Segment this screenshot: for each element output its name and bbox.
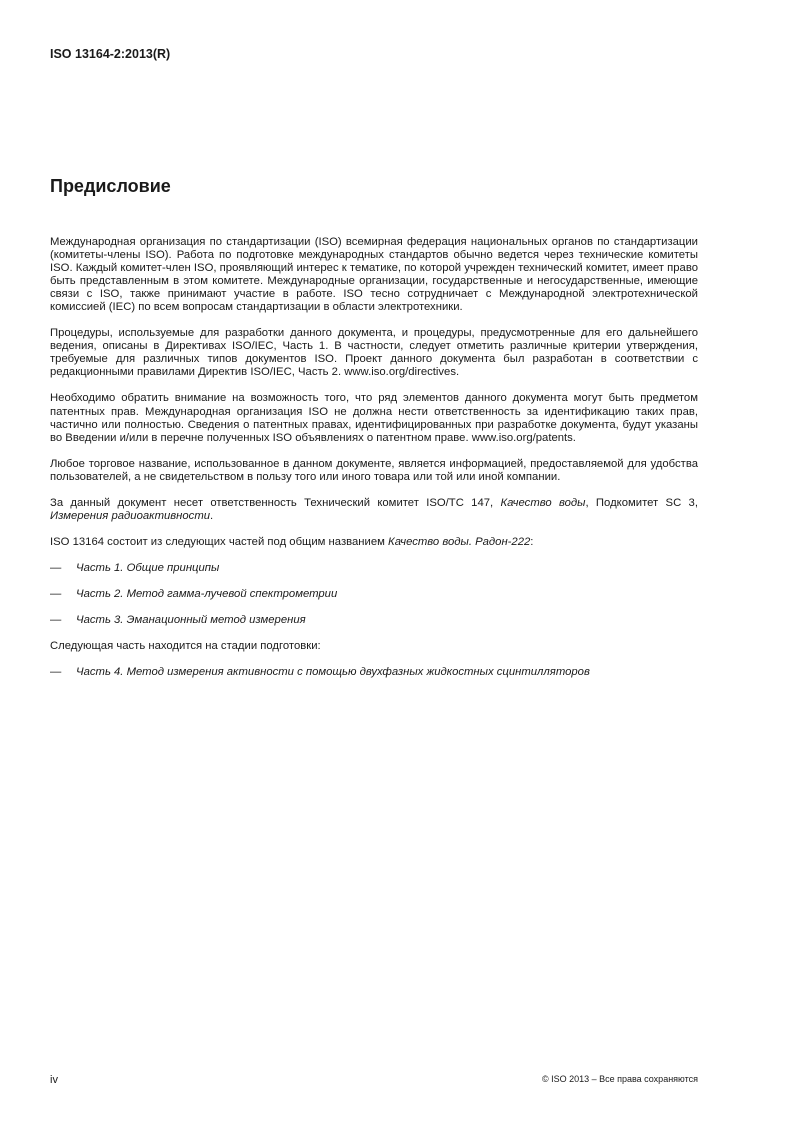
paragraph-procedures: Процедуры, используемые для разработки данного документа, и процедуры, предусмотренные для его дальнейшего ведения, описаны в Директивах ISO/IEC, Часть 1. В частности, следует отметить различные критерии утверждения, требуемые для различных типов документов ISO. Проект данного документа был разработан в соответствии с редакционными правилами Директив ISO/IEC, Часть 2. www.iso.org/directives. <box>50 327 698 379</box>
dash-bullet: — <box>50 613 62 626</box>
dash-bullet: — <box>50 666 62 679</box>
list-item-part-4 <box>50 666 698 679</box>
subcommittee-title: Измерения радиоактивности <box>50 509 211 522</box>
paragraph-iso-organization: Международная организация по стандартизации (ISO) всемирная федерация национальных органов по стандартизации (комитеты-члены ISO). Работа по подготовке международных стандартов обычно ведется через технические комитеты ISO. Каждый комитет-член ISO, проявляющий интерес к тематике, по которой учрежден технический комитет, имеет право быть представленным в этом комитете. Международные организации, государственные и негосударственные, имеющие связи с ISO, также принимают участие в работе. ISO тесно сотрудничает с Международной электротехнической комиссией (IEC) по всем вопросам стандартизации в области электротехники. <box>50 236 698 314</box>
responsibility-text-2: , Подкомитет SC 3, <box>585 496 698 509</box>
parts-intro-text: ISO 13164 состоит из следующих частей под общим названием <box>50 535 389 548</box>
dash-bullet: — <box>50 561 62 574</box>
document-body <box>50 236 698 692</box>
series-title: Качество воды. Радон-222 <box>388 535 531 548</box>
list-item-part-1 <box>50 562 698 575</box>
list-item-part-2 <box>50 588 698 601</box>
paragraph-trade-names: Любое торговое название, использованное в данном документе, является информацией, предоставляемой для удобства пользователей, а не свидетельством в пользу того или иного товара или той или иной компании. <box>50 457 698 483</box>
dash-bullet: — <box>50 587 62 600</box>
committee-title: Качество воды <box>500 496 586 509</box>
paragraph-in-preparation: Следующая часть находится на стадии подготовки: <box>50 640 321 653</box>
parts-intro-colon: : <box>530 535 534 548</box>
copyright-notice: © ISO 2013 – Все права сохраняются <box>541 1074 698 1084</box>
paragraph-patents: Необходимо обратить внимание на возможность того, что ряд элементов данного документа могут быть предметом патентных прав. Международная организация ISO не должна нести ответственность за идентификацию таких прав, частично или полностью. Сведения о патентных правах, идентифицированных при разработке документа, будут указаны во Введении и/или в перечне полученных ISO объявлениях о патентном праве. www.iso.org/patents. <box>50 392 698 444</box>
page-number: iv <box>50 1074 58 1086</box>
list-item-part-3 <box>50 614 698 627</box>
paragraph-parts-intro <box>50 536 698 549</box>
part-label: Часть 4. Метод измерения активности с помощью двухфазных жидкостных сцинтилляторов <box>76 666 590 679</box>
part-label: Часть 2. Метод гамма-лучевой спектрометрии <box>76 587 338 600</box>
paragraph-responsibility <box>50 497 698 523</box>
responsibility-text-3: . <box>210 509 214 522</box>
document-id-header: ISO 13164-2:2013(R) <box>50 47 171 61</box>
page-title: Предисловие <box>50 176 171 196</box>
part-label: Часть 3. Эманационный метод измерения <box>76 613 306 626</box>
responsibility-text-1: За данный документ несет ответственность Технический комитет ISO/TC 147, <box>50 496 501 509</box>
part-label: Часть 1. Общие принципы <box>76 561 220 574</box>
